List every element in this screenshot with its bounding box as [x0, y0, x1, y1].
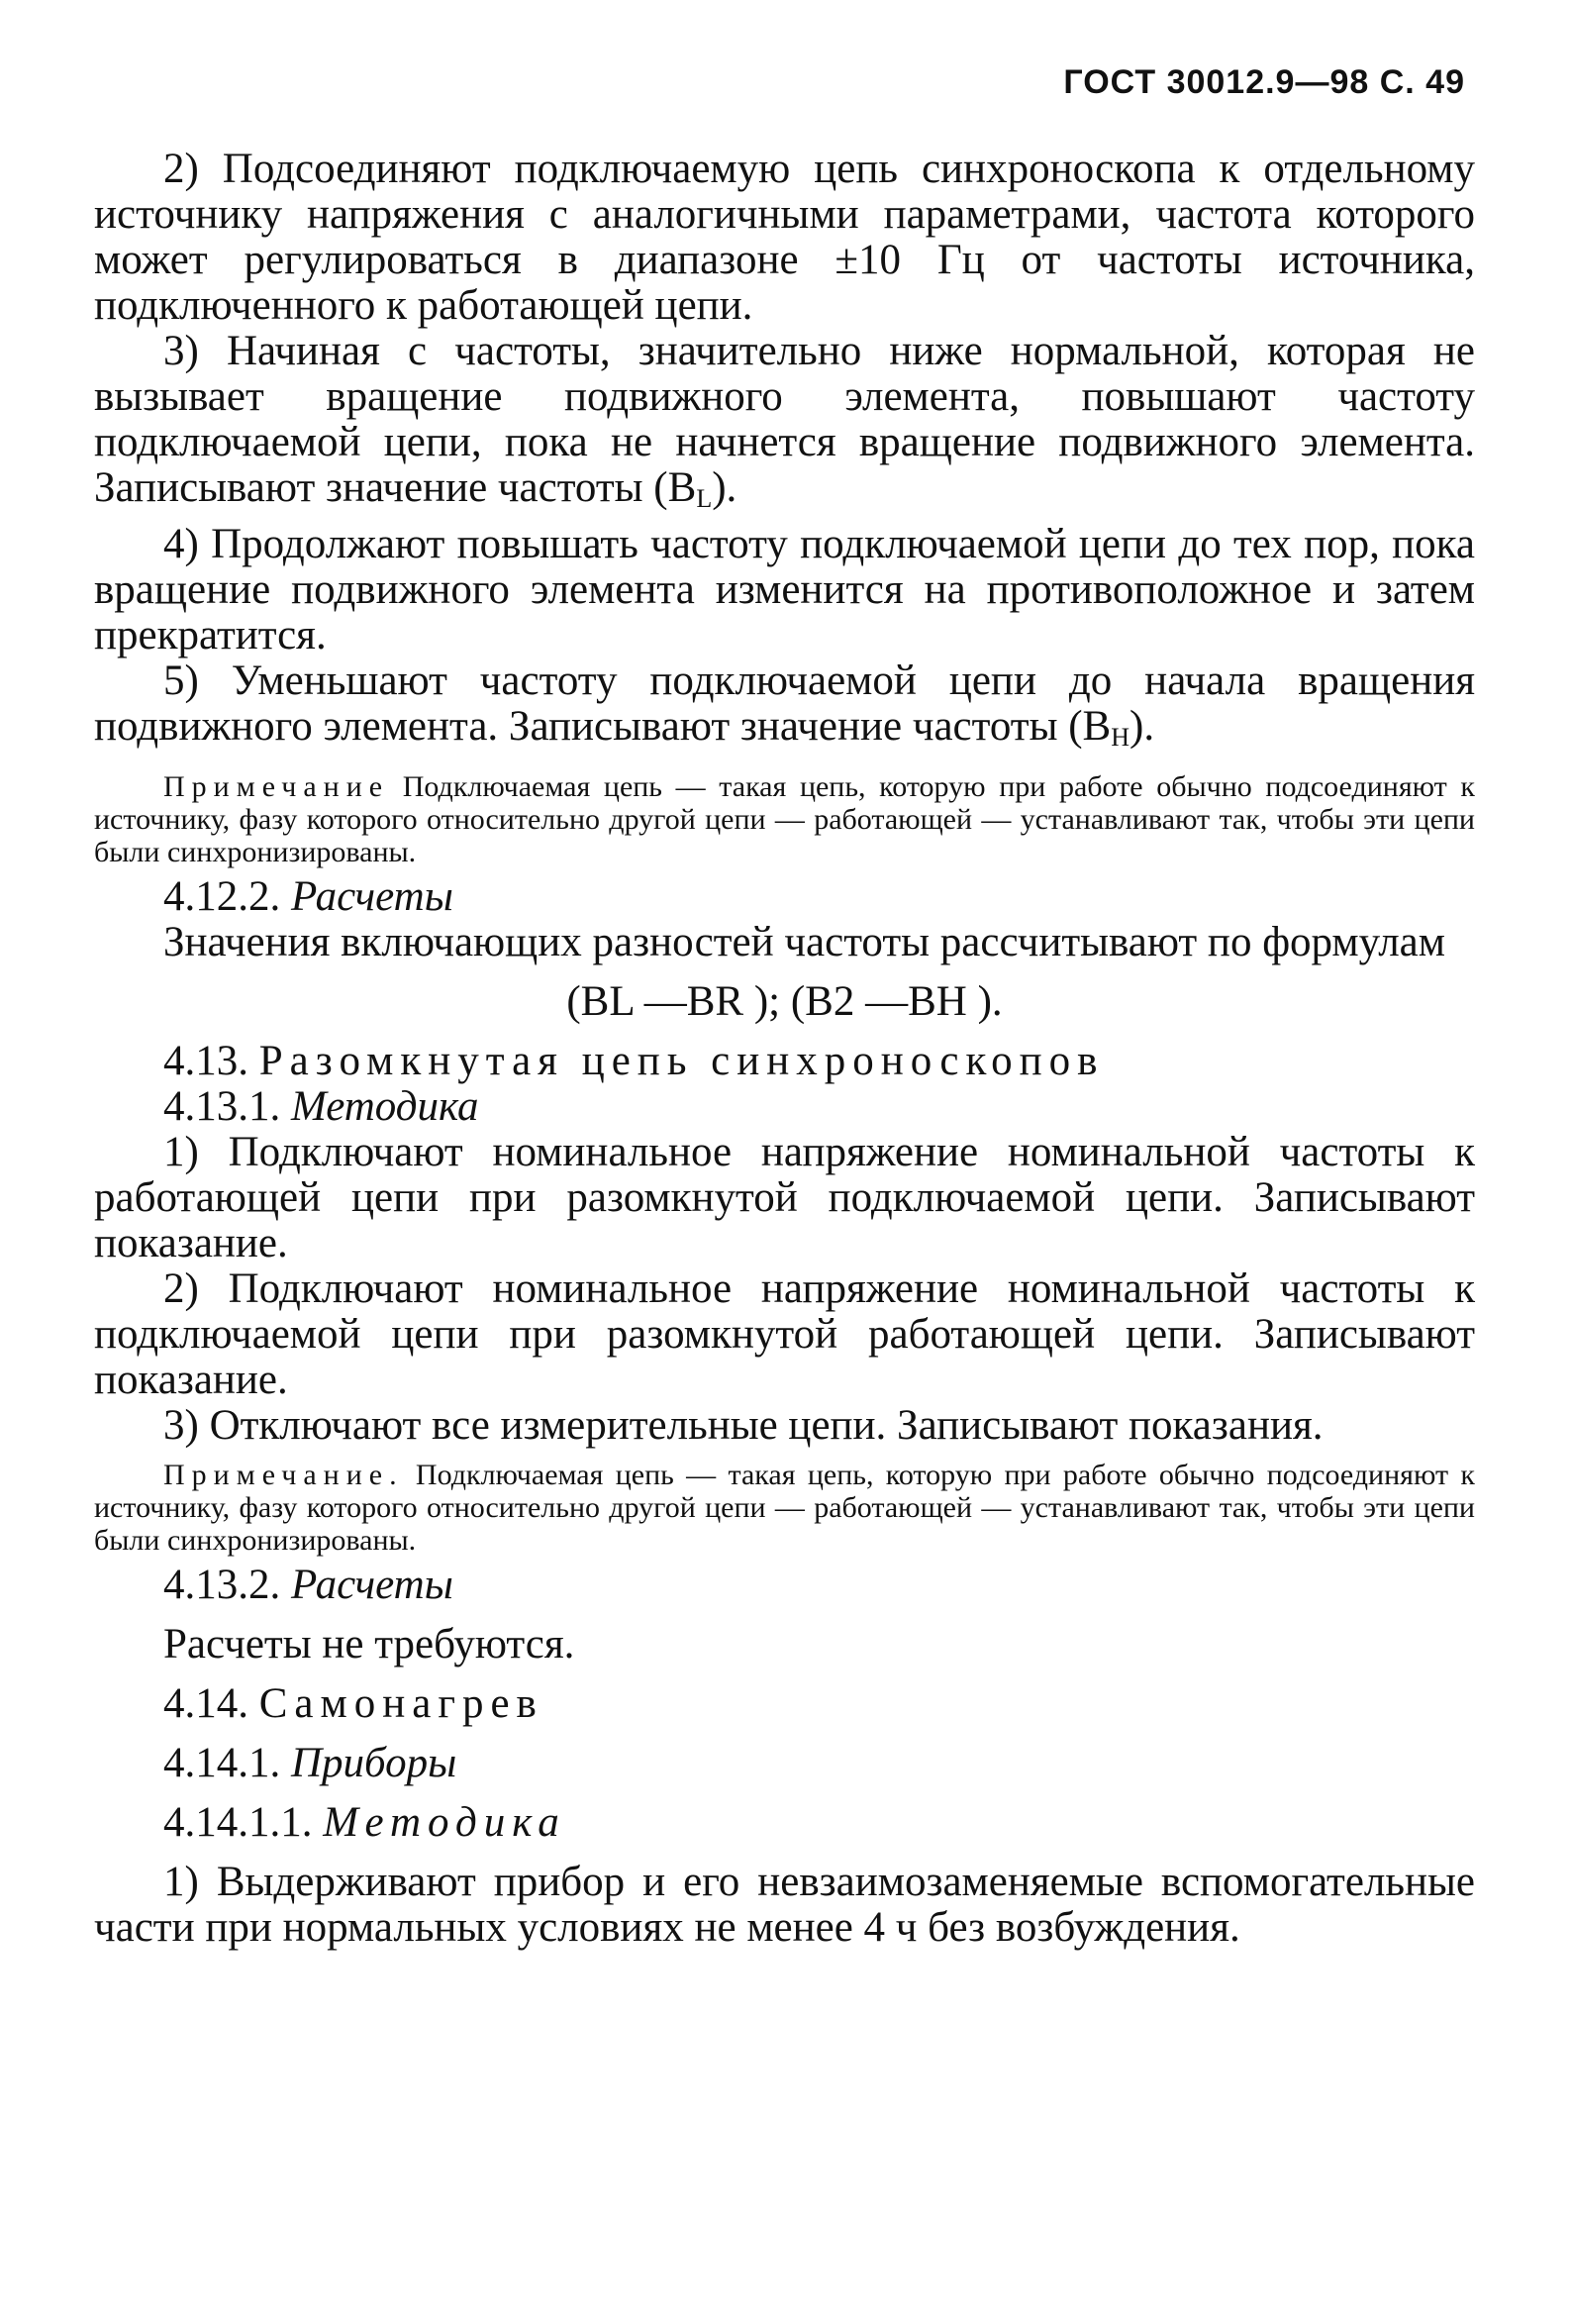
- spacer: [94, 1727, 1475, 1741]
- section-title: Разомкнутая цепь синхроноскопов: [258, 1038, 1105, 1084]
- note-label: Примечание: [163, 770, 390, 803]
- spacer: [94, 1667, 1475, 1681]
- subscript: H: [1111, 723, 1130, 752]
- paragraph-text: 1) Подключают номинальное напряжение номинальной частоты к работающей цепи при разомкнутой подключаемой цепи. Записывают показание.: [94, 1129, 1475, 1266]
- paragraph: [94, 1860, 1475, 1951]
- paragraph: [94, 1130, 1475, 1266]
- paragraph-text: ).: [712, 464, 737, 511]
- paragraph-text: 2) Подсоединяют подключаемую цепь синхроноскопа к отдельному источнику напряжения с аналогичными параметрами, частота которого может регулироваться в диапазоне ±10 Гц от частоты источника, подключенного к работающей цепи.: [94, 146, 1475, 329]
- paragraph-text: 3) Начиная с частоты, значительно ниже нормальной, которая не вызывает вращение подвижного элемента, повышают частоту подключаемой цепи, пока не начнется вращение подвижного элемента. Записывают значение частоты (B: [94, 328, 1475, 511]
- paragraph: [94, 329, 1475, 522]
- formula: (BL —BR ); (B2 —BH ).: [566, 978, 1003, 1025]
- section-heading: [94, 1681, 1475, 1727]
- note-label: Примечание.: [163, 1459, 404, 1491]
- note-text: Подключаемая цепь — такая цепь, которую при работе обычно подсоединяют к источнику, фазу которого относительно другой цепи — работающей — устанавливают так, чтобы эти цепи были синхронизированы.: [94, 1459, 1475, 1557]
- spacer: [94, 1846, 1475, 1860]
- paragraph-text: 2) Подключают номинальное напряжение номинальной частоты к подключаемой цепи при разомкнутой работающей цепи. Записывают показание.: [94, 1265, 1475, 1403]
- section-title: Самонагрев: [258, 1680, 543, 1727]
- page-header: ГОСТ 30012.9—98 С. 49: [1063, 63, 1465, 101]
- paragraph-text: 3) Отключают все измерительные цепи. Записывают показания.: [163, 1402, 1324, 1449]
- note: [94, 770, 1475, 868]
- section-number: 4.13.1.: [163, 1083, 291, 1130]
- section-heading: [94, 1563, 1475, 1608]
- paragraph: [94, 1622, 1475, 1667]
- document-body: [94, 147, 1475, 1951]
- section-heading: [94, 1084, 1475, 1130]
- spacer: [94, 1608, 1475, 1622]
- section-title: Расчеты: [291, 873, 453, 920]
- paragraph: [94, 147, 1475, 329]
- section-title: Методика: [291, 1083, 479, 1130]
- section-title: Методика: [323, 1799, 566, 1846]
- paragraph-text: ).: [1129, 703, 1155, 750]
- note: [94, 1459, 1475, 1557]
- section-number: 4.13.: [163, 1038, 259, 1084]
- spacer: [94, 1786, 1475, 1800]
- section-title: Расчеты: [291, 1562, 453, 1608]
- paragraph: [94, 1403, 1475, 1449]
- subscript: L: [696, 484, 713, 513]
- paragraph: [94, 658, 1475, 760]
- section-number: 4.14.: [163, 1680, 259, 1727]
- paragraph-text: 5) Уменьшают частоту подключаемой цепи до начала вращения подвижного элемента. Записывают значение частоты (B: [94, 657, 1475, 750]
- paragraph-text: 4) Продолжают повышать частоту подключаемой цепи до тех пор, пока вращение подвижного элемента изменится на противоположное и затем прекратится.: [94, 521, 1475, 658]
- section-number: 4.12.2.: [163, 873, 291, 920]
- section-heading: [94, 1741, 1475, 1786]
- note-text: Подключаемая цепь — такая цепь, которую при работе обычно подсоединяют к источнику, фазу которого относительно другой цепи — работающей — устанавливают так, чтобы эти цепи были синхронизированы.: [94, 770, 1475, 868]
- section-title: Приборы: [291, 1740, 457, 1786]
- paragraph-text: 1) Выдерживают прибор и его невзаимозаменяемые вспомогательные части при нормальных условиях не менее 4 ч без возбуждения.: [94, 1859, 1475, 1951]
- section-number: 4.14.1.1.: [163, 1799, 324, 1846]
- paragraph: [94, 522, 1475, 658]
- section-heading: [94, 1800, 1475, 1846]
- paragraph: [94, 1266, 1475, 1403]
- paragraph: [94, 920, 1475, 965]
- paragraph-text: Значения включающих разностей частоты рассчитывают по формулам: [163, 919, 1445, 965]
- section-heading: [94, 1039, 1475, 1084]
- section-number: 4.13.2.: [163, 1562, 291, 1608]
- paragraph-text: Расчеты не требуются.: [163, 1621, 575, 1667]
- section-number: 4.14.1.: [163, 1740, 291, 1786]
- section-heading: [94, 874, 1475, 920]
